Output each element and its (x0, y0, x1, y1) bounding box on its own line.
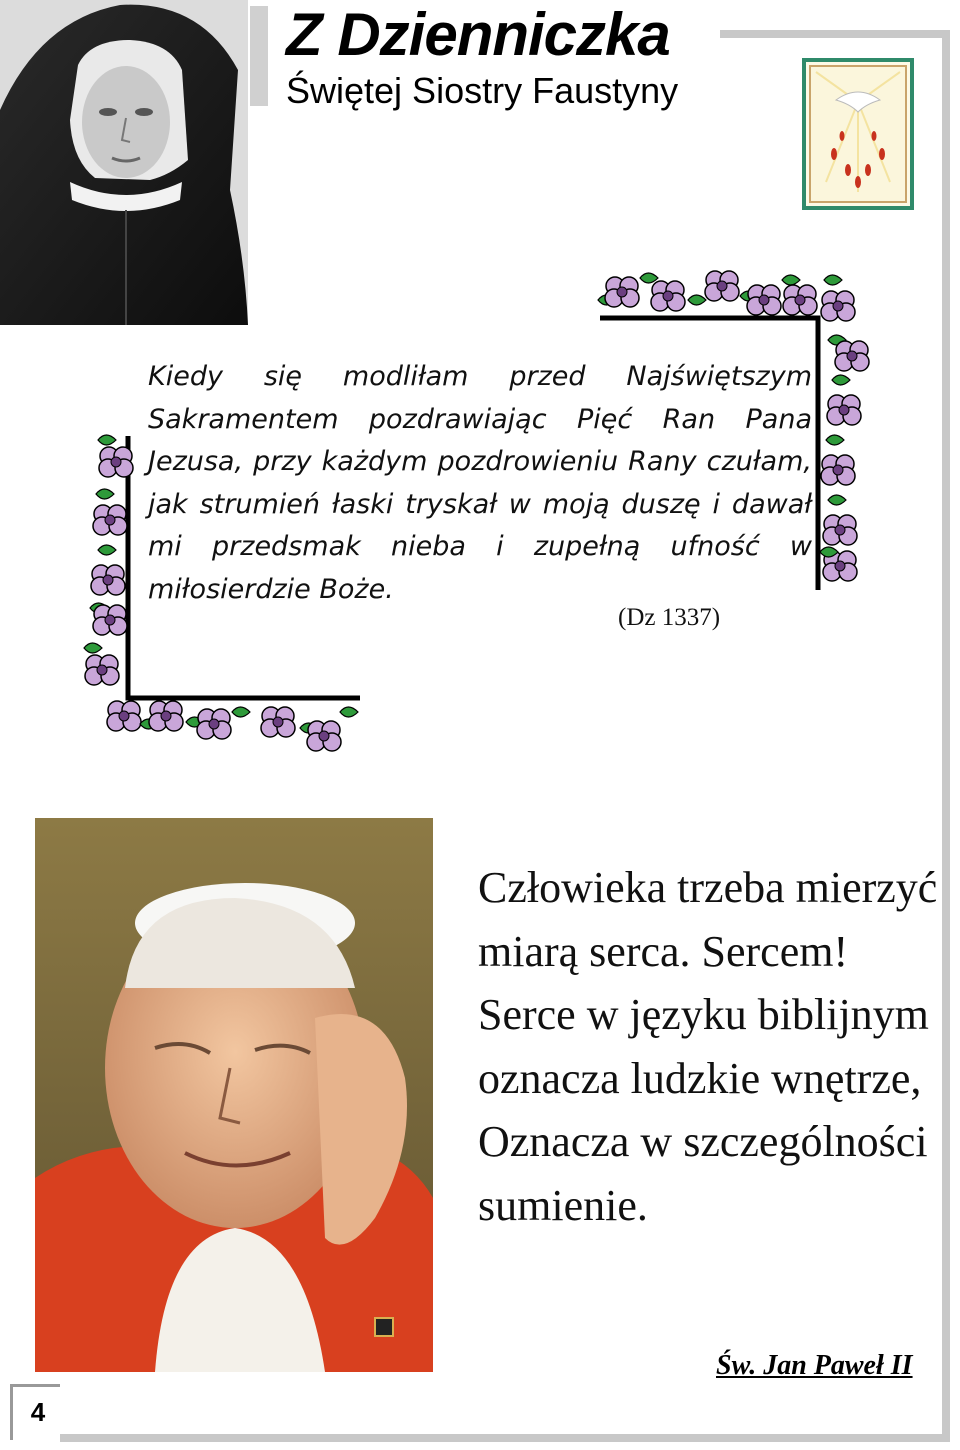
pope-quote-line: miarą serca. Sercem! (478, 926, 849, 976)
page-number-box (10, 1384, 60, 1440)
pope-quote (478, 856, 948, 1237)
title-accent-bar (250, 6, 268, 106)
pope-quote-line: oznacza ludzkie wnętrze, (478, 1053, 922, 1103)
page-frame-top (720, 30, 950, 38)
diary-reference: (Dz 1337) (618, 604, 721, 631)
faustina-diary-quote: Kiedy się modliłam przed Najświętszym Sakramentem pozdrawiając Pięć Ran Pana Jezusa, przy każdym pozdrowieniu Rany czułam, jak strumień łaski tryskał w moją duszę i dawał mi przedsmak nieba i zupełną ufność w miłosierdzie Boże. (148, 361, 812, 605)
page-number: 4 (30, 1397, 46, 1427)
page-subtitle: Świętej Siostry Faustyny (286, 70, 679, 111)
pope-quote-line: Serce w języku biblijnym (478, 990, 929, 1039)
pope-quote-line: Człowieka trzeba mierzyć (478, 863, 938, 912)
quote-signature: Św. Jan Paweł II (716, 1350, 913, 1381)
holy-spirit-card (802, 58, 914, 210)
page-frame-bottom (60, 1434, 950, 1442)
pope-quote-line: Oznacza w szczególności (478, 1117, 928, 1166)
pope-john-paul-ii-photo (35, 818, 433, 1372)
page-title: Z Dzienniczka (286, 1, 670, 68)
pope-quote-line: sumienie. (478, 1180, 648, 1230)
